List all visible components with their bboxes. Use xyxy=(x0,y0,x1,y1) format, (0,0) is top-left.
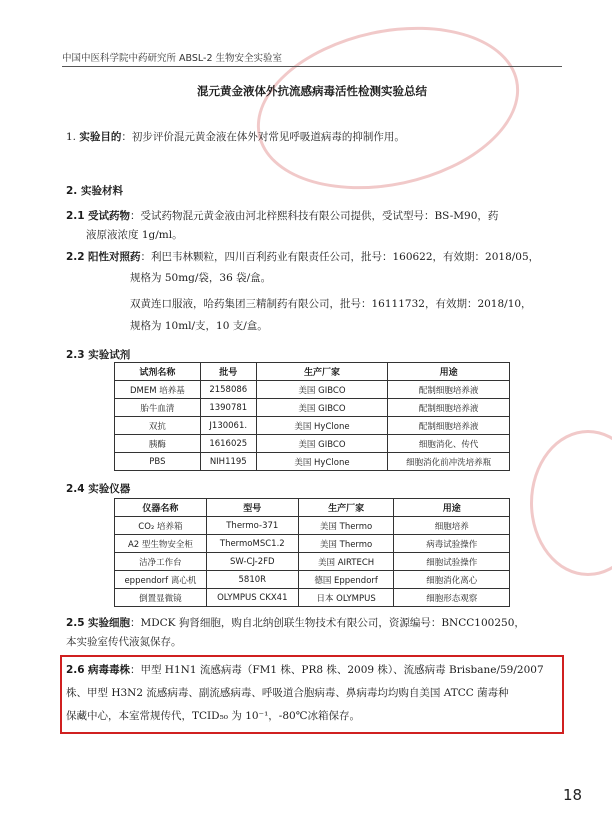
table-row xyxy=(115,435,510,453)
instrument-cell: OLYMPUS CKX41 xyxy=(206,589,298,607)
instrument-cell: 洁净工作台 xyxy=(115,553,207,571)
instrument-cell: 病毒试验操作 xyxy=(394,535,510,553)
section-2-heading: 2. 实验材料 xyxy=(66,185,123,197)
section-2-6-line2: 株、甲型 H3N2 流感病毒、副流感病毒、呼吸道合胞病毒、鼻病毒均均购自美国 ATCC 菌毒种 xyxy=(66,687,509,699)
table-row xyxy=(115,589,510,607)
reagent-cell: 美国 GIBCO xyxy=(256,381,387,399)
page-number: 18 xyxy=(563,786,583,804)
section-2-4-heading: 2.4 实验仪器 xyxy=(66,483,131,495)
section-2-5-num: 2.5 xyxy=(66,617,85,629)
reagent-table-header xyxy=(115,363,510,381)
table-row xyxy=(115,571,510,589)
instrument-table xyxy=(114,498,510,607)
section-2-1-num: 2.1 xyxy=(66,210,85,222)
reagent-cell: 胎牛血清 xyxy=(115,399,201,417)
header-rule xyxy=(62,66,562,67)
section-2-2-text: ：利巴韦林颗粒，四川百利药业有限责任公司，批号：160622，有效期：2018/05， xyxy=(140,251,540,263)
instrument-cell: 美国 Thermo xyxy=(298,517,394,535)
section-2-3-heading: 2.3 实验试剂 xyxy=(66,349,131,361)
section-2-1-line2: 液原液浓度 1g/ml。 xyxy=(86,229,183,241)
reagent-header-cell: 生产厂家 xyxy=(256,363,387,381)
red-seal-stamp xyxy=(242,4,535,212)
instrument-cell: 细胞消化离心 xyxy=(394,571,510,589)
section-2-2-num: 2.2 xyxy=(66,251,85,263)
reagent-cell: 细胞消化前冲洗培养瓶 xyxy=(388,453,510,471)
table-row xyxy=(115,535,510,553)
reagent-cell: J130061. xyxy=(200,417,256,435)
table-row xyxy=(115,553,510,571)
section-2-1-text: ：受试药物混元黄金液由河北梓熙科技有限公司提供，受试型号：BS-M90，药 xyxy=(129,210,499,222)
reagent-cell: PBS xyxy=(115,453,201,471)
reagent-header-cell: 批号 xyxy=(200,363,256,381)
section-2-5-line2: 本实验室传代液氮保存。 xyxy=(66,636,182,648)
section-2-5-line1 xyxy=(66,617,525,630)
instrument-cell: eppendorf 离心机 xyxy=(115,571,207,589)
section-2-2-line3: 双黄连口服液，哈药集团三精制药有限公司，批号：16111732，有效期：2018/10， xyxy=(130,298,532,310)
reagent-cell: 配制细胞培养液 xyxy=(388,381,510,399)
instrument-cell: 美国 Thermo xyxy=(298,535,394,553)
reagent-cell: 1616025 xyxy=(200,435,256,453)
instrument-cell: SW-CJ-2FD xyxy=(206,553,298,571)
instrument-table-header xyxy=(115,499,510,517)
instrument-header-cell: 生产厂家 xyxy=(298,499,394,517)
reagent-cell: 配制细胞培养液 xyxy=(388,417,510,435)
section-2-5-label: 实验细胞 xyxy=(87,617,130,629)
instrument-cell: 细胞形态观察 xyxy=(394,589,510,607)
reagent-cell: 细胞消化、传代 xyxy=(388,435,510,453)
section-2-2-line4: 规格为 10ml/支，10 支/盒。 xyxy=(130,320,268,332)
instrument-cell: CO₂ 培养箱 xyxy=(115,517,207,535)
instrument-cell: Thermo-371 xyxy=(206,517,298,535)
section-2-2-line2: 规格为 50mg/袋，36 袋/盒。 xyxy=(130,272,272,284)
instrument-cell: ThermoMSC1.2 xyxy=(206,535,298,553)
red-seal-stamp-side xyxy=(530,430,612,576)
section-2-1-line1 xyxy=(66,210,498,223)
section-2-5-text: ：MDCK 狗肾细胞，购自北纳创联生物技术有限公司，资源编号：BNCC100250， xyxy=(129,617,525,629)
reagent-cell: 2158086 xyxy=(200,381,256,399)
table-row xyxy=(115,399,510,417)
section-2-6-line3: 保藏中心，本室常规传代，TCID₅₀ 为 10⁻¹，-80℃冰箱保存。 xyxy=(66,710,360,722)
section-2-6-line1 xyxy=(66,664,544,677)
instrument-cell: A2 型生物安全柜 xyxy=(115,535,207,553)
reagent-cell: 胰酶 xyxy=(115,435,201,453)
section-1-num: 1. xyxy=(66,131,77,143)
reagent-cell: 1390781 xyxy=(200,399,256,417)
section-2-2-label: 阳性对照药 xyxy=(87,251,141,263)
section-2-6-text: ：甲型 H1N1 流感病毒（FM1 株、PR8 株、2009 株）、流感病毒 Brisbane/59/2007 xyxy=(129,664,544,676)
table-row xyxy=(115,453,510,471)
reagent-cell: 美国 HyClone xyxy=(256,417,387,435)
reagent-cell: 美国 GIBCO xyxy=(256,399,387,417)
document-title: 混元黄金液体外抗流感病毒活性检测实验总结 xyxy=(197,84,427,98)
instrument-header-cell: 仪器名称 xyxy=(115,499,207,517)
instrument-cell: 美国 AIRTECH xyxy=(298,553,394,571)
instrument-cell: 日本 OLYMPUS xyxy=(298,589,394,607)
table-row xyxy=(115,417,510,435)
instrument-cell: 德国 Eppendorf xyxy=(298,571,394,589)
instrument-header-cell: 型号 xyxy=(206,499,298,517)
instrument-cell: 倒置显微镜 xyxy=(115,589,207,607)
table-row xyxy=(115,517,510,535)
section-1 xyxy=(66,131,405,144)
reagent-cell: 美国 GIBCO xyxy=(256,435,387,453)
section-2-1-label: 受试药物 xyxy=(87,210,130,222)
instrument-cell: 细胞试验操作 xyxy=(394,553,510,571)
reagent-header-cell: 用途 xyxy=(388,363,510,381)
table-row xyxy=(115,381,510,399)
section-1-label: 实验目的 xyxy=(79,131,122,143)
section-2-6-label: 病毒毒株 xyxy=(87,664,130,676)
reagent-cell: DMEM 培养基 xyxy=(115,381,201,399)
reagent-cell: NIH1195 xyxy=(200,453,256,471)
reagent-header-cell: 试剂名称 xyxy=(115,363,201,381)
reagent-cell: 配制细胞培养液 xyxy=(388,399,510,417)
instrument-cell: 5810R xyxy=(206,571,298,589)
instrument-header-cell: 用途 xyxy=(394,499,510,517)
section-2-2-line1 xyxy=(66,251,539,264)
section-2-6-num: 2.6 xyxy=(66,664,85,676)
reagent-cell: 美国 HyClone xyxy=(256,453,387,471)
section-1-text: ：初步评价混元黄金液在体外对常见呼吸道病毒的抑制作用。 xyxy=(121,131,405,143)
instrument-cell: 细胞培养 xyxy=(394,517,510,535)
reagent-cell: 双抗 xyxy=(115,417,201,435)
reagent-table xyxy=(114,362,510,471)
page-header: 中国中医科学院中药研究所 ABSL-2 生物安全实验室 xyxy=(62,53,283,64)
